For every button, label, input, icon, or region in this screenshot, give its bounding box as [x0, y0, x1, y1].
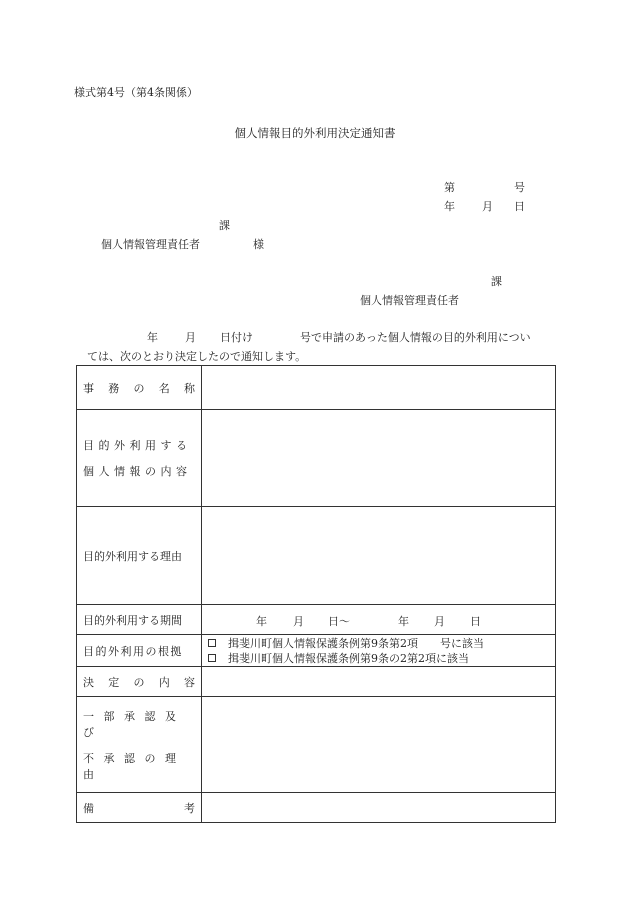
- label-remarks: [77, 793, 202, 823]
- label-period: [77, 605, 202, 635]
- period-year-to: 年: [398, 614, 409, 628]
- period-day-to: 日: [470, 614, 481, 628]
- period-month-from: 月: [293, 614, 304, 628]
- value-info-content[interactable]: [202, 410, 556, 507]
- row-decision: [77, 667, 556, 697]
- label-partial-reason: [77, 697, 202, 793]
- form-number: 様式第4号（第4条関係）: [74, 86, 198, 99]
- document-title: 個人情報目的外利用決定通知書: [234, 126, 396, 140]
- basis-option-1-label: 揖斐川町個人情報保護条例第9条第2項 号に該当: [228, 636, 484, 650]
- row-basis: [77, 635, 556, 667]
- row-info-content: [77, 410, 556, 507]
- recipient-honorific: 様: [253, 238, 264, 251]
- body-line-2: ては、次のとおり決定したので通知します。: [87, 350, 307, 363]
- label-info-content: [77, 410, 202, 507]
- label-text-line1: 一部承認及び: [83, 709, 186, 739]
- basis-option-2[interactable]: [208, 651, 555, 666]
- recipient-department: 課: [219, 219, 230, 232]
- value-remarks[interactable]: [202, 793, 556, 823]
- date-month: 月: [482, 200, 493, 213]
- body-year: 年: [147, 331, 158, 344]
- row-office-name: [77, 366, 556, 410]
- value-reason[interactable]: [202, 507, 556, 605]
- body-rest: 号で申請のあった個人情報の目的外利用につい: [300, 331, 531, 344]
- row-partial-reason: [77, 697, 556, 793]
- value-decision[interactable]: [202, 667, 556, 697]
- sender-department: 課: [491, 275, 502, 288]
- basis-option-2-label: 揖斐川町個人情報保護条例第9条の2第2項に該当: [228, 651, 469, 665]
- basis-option-1[interactable]: [208, 636, 555, 651]
- label-text: 目的外利用する理由: [83, 549, 182, 563]
- period-month-to: 月: [434, 614, 445, 628]
- label-basis: [77, 635, 202, 667]
- body-month: 月: [185, 331, 196, 344]
- label-text: [83, 800, 201, 816]
- recipient-title: 個人情報管理責任者: [101, 238, 200, 251]
- value-partial-reason[interactable]: [202, 697, 556, 793]
- label-text: 決 定 の 内 容: [83, 675, 195, 689]
- label-text: 目的外利用の根拠: [83, 644, 183, 658]
- label-decision: [77, 667, 202, 697]
- value-basis: [202, 635, 556, 667]
- label-text-line2: 個人情報の内容: [83, 465, 192, 478]
- label-reason: [77, 507, 202, 605]
- row-period: [77, 605, 556, 635]
- doc-number-suffix: 号: [514, 181, 525, 194]
- label-text-line2: 不承認の理由: [83, 751, 186, 781]
- label-text: 事 務 の 名 称: [83, 381, 195, 395]
- date-day: 日: [514, 200, 525, 213]
- decision-table: [76, 365, 556, 823]
- period-day-from: 日〜: [328, 614, 350, 628]
- period-year-from: 年: [256, 614, 267, 628]
- remarks-left-char: 備: [83, 801, 94, 815]
- value-period[interactable]: [202, 605, 556, 635]
- checkbox-icon[interactable]: [208, 639, 216, 647]
- label-text: 目的外利用する期間: [83, 613, 182, 627]
- checkbox-icon[interactable]: [208, 654, 216, 662]
- remarks-right-char: 考: [184, 801, 195, 815]
- value-office-name[interactable]: [202, 366, 556, 410]
- row-reason: [77, 507, 556, 605]
- doc-number-label: 第: [444, 181, 455, 194]
- label-text-line1: 目的外利用する: [83, 439, 192, 452]
- row-remarks: [77, 793, 556, 823]
- label-office-name: [77, 366, 202, 410]
- sender-title: 個人情報管理責任者: [360, 294, 459, 307]
- date-year: 年: [444, 200, 455, 213]
- body-date-suffix: 日付け: [220, 331, 253, 344]
